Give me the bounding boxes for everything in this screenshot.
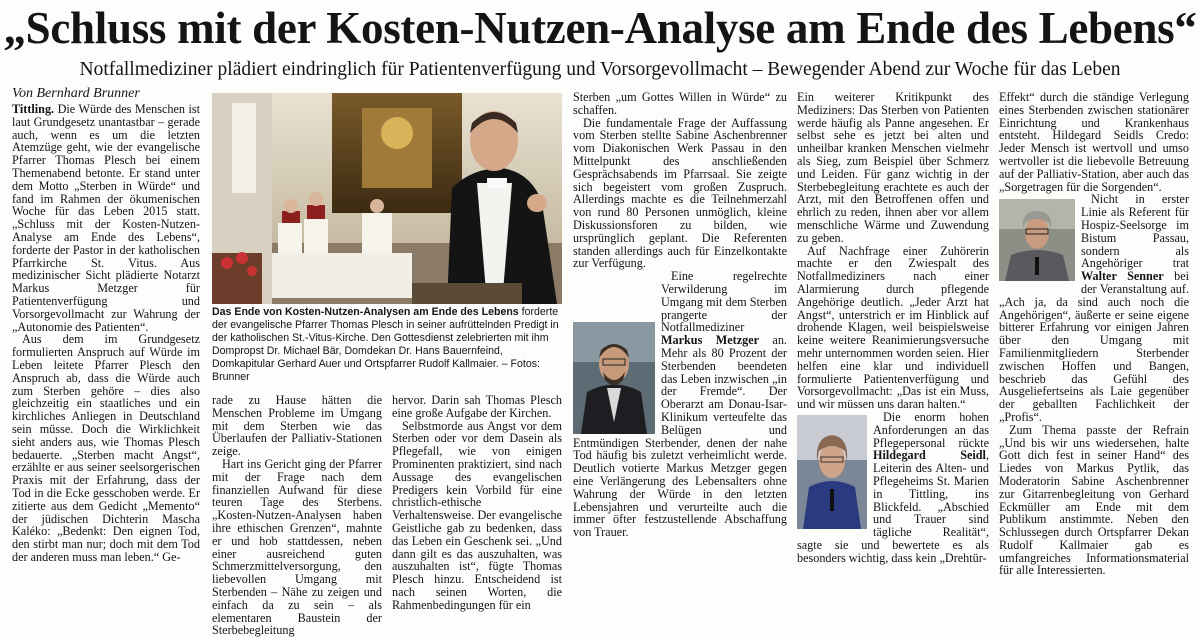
subheadline: Notfallmediziner plädiert eindringlich für Patientenverfügung und Vorsorgevollmacht – Bewegender Abend zur Woche für das Leben (79, 59, 1121, 80)
paragraph-text: an. Mehr als 80 Prozent der Sterbenden beendeten das Leben inzwischen „in der Fremde“. Der Oberarzt am Donau-Isar-Klinikum verteufelte das Belügen und Entmündigen Sterbender, denen der nahe Tod häufig bis zuletzt verheimlicht werde. Deutlich votierte Markus Metzger gegen eine Verlängerung des Lebensalters ohne Wahrung der Würde in den letzten Lebensjahren und verurteilte auch die immer öfter festzustellende Abschaffung von Trauer. (573, 333, 787, 540)
paragraph: Selbstmorde aus Angst vor dem Sterben oder vor dem Dasein als Pflegefall, wie von einigen Prominenten praktiziert, sind nach Aussage des evangelischen Predigers kein Vorbild für eine christlich-ethische Verhaltensweise. Der evangelische Geistliche gab zu bedenken, dass das Leben ein Geschenk sei. „Und dann gilt es das auszuhalten, was auszuhalten ist“, fügte Thomas Plesch hinzu. Entscheidend ist nach seinen Worten, die Rahmenbedingungen für ein (392, 418, 562, 612)
paragraph-text: bei der Veranstaltung auf. „Ach ja, da sind auch noch die Angehörigen“, äußerte er seine eigene bitterer Erfahrung vor einigen Jahren über den Umgang mit Familienmitgliedern Sterbender zwischen Hoffen und Bangen, beschrieb das Gefühl des Ausgeliefertseins als Laie gegenüber der geballten Fachlichkeit der „Profis“. (999, 269, 1190, 424)
paragraph: rade zu Hause hätten die Menschen Probleme im Umgang mit dem Sterben wie das Überlaufen der Palliativ-Stationen zeige. (212, 393, 382, 459)
article-column-5 (797, 91, 989, 608)
paragraph: Die fundamentale Frage der Auffassung vom Sterben stellte Sabine Aschenbrenner vom Diakonischen Werk Passau in den Mittelpunkt des anschließenden Gesprächsabends im Pfarrsaal. Sie zeigte sich begeistert vom großen Zuspruch. Allerdings machte es die Teilnehmerzahl von rund 80 Personen unmöglich, kleine Diskussionsforen zu bilden, wie ursprünglich geplant. Die Referenten standen allerdings auch für Einzelkontakte zur Verfügung. (573, 115, 787, 271)
caption-text: forderte der evangelische Pfarrer Thomas Plesch in seiner aufrüttelnden Predigt in der katholischen St.-Vitus-Kirche. Den Gottesdienst zelebrierten mit ihm Dompropst Dr. Michael Bär, Domdekan Dr. Hans Bauernfeind, Domkapitular Gerhard Auer und Ortspfarrer Rudolf Kallmaier. – Fotos: Brunner (212, 306, 559, 383)
article-column-4 (573, 91, 787, 608)
main-photo (212, 93, 562, 304)
church-service-photo (212, 93, 562, 304)
paragraph: Aus dem im Grundgesetz formulierten Anspruch auf Würde im Leben leitete Pfarrer Plesch den Anspruch ab, dass die Würde auch zum Sterben gehöre – dies also gleichzeitig ein staatliches und ein kirchliches Anliegen in Deutschland sein müsse. Doch die Wirklichkeit sieht anders aus, wie Thomas Plesch bedauerte. „Sterben macht Angst“, erzählte er aus seiner seelsorgerischen Praxis mit der Erfahrung, dass der Tod in die Ecke gesschoben werde. Er zitierte aus dem Gedicht „Memento“ der jüdischen Dichterin Mascha Kaléko: „Bedenkt: Den eignen Tod, den stirbt man nur; doch mit dem Tod der anderen muss man leben.“ Ge- (12, 332, 200, 564)
paragraph-text: Eine regelrechte Verwilderung im Umgang mit dem Sterben prangerte der Notfallmediziner (661, 269, 787, 335)
byline: Von Bernhard Brunner (12, 86, 140, 101)
paragraph (12, 103, 200, 333)
portrait-photo-walter-senner (999, 199, 1075, 281)
paragraph: Sterben „um Gottes Willen in Würde“ zu schaffen. (573, 90, 787, 117)
paragraph: Ein weiterer Kritikpunkt des Mediziners: Das Sterben von Patienten werde häufig als Panne angesehen. Er selbst sehe es jetzt bei alten und unheilbar kranken Menschen vielmehr als Sieg, zum Beispiel über Schmerz und Leiden. Für ganz wichtig in der Sterbebegleitung erachtete es auch der Arzt, mit den Betroffenen offen und ehrlich zu reden, ihnen aber vor allem menschliche Wärme und Zuwendung zu geben. (797, 90, 989, 245)
name-hildegard-seidl: Hildegard Seidl (873, 448, 986, 463)
paragraph: Effekt“ durch die ständige Verlegung eines Sterbenden zwischen stationärer Einrichtung und Krankenhaus entsteht. Hildegard Seidls Credo: Jeder Mensch ist wertvoll und umso wertvoller ist die liebevolle Betreuung auf der Palliativ-Station, aber auch das „Sorgetragen für die Sorgenden“. (999, 90, 1189, 194)
paragraph-text: Die enorm hohen Anforderungen an das Pflegepersonal rückte (873, 409, 989, 450)
article-column-3 (392, 393, 562, 612)
paragraph-text: Nicht in erster Linie als Referent für Hospiz-Seelsorge im Bistum Passau, sondern als Angehöriger trat (1081, 192, 1189, 271)
paragraph-text: , Leiterin des Alten- und Pflegeheims St. Marien in Tittling, ins Blickfeld. „Abschied und Trauer sind tägliche Realität“, sagte sie und bewertete es als besonders wichtig, dass kein „Drehtür- (797, 448, 989, 565)
paragraph: Hart ins Gericht ging der Pfarrer mit der Frage nach dem finanziellen Aufwand für diese teuren Tage des Sterbens. „Kosten-Nutzen-Analysen haben ihre ethischen Grenzen“, mahnte er und hob stattdessen, neben einer ausreichend guten Schmerzmittelversorgung, den liebevollen Umgang mit Sterbenden – Nähe zu zeigen und einfach da zu sein – als elementaren Baustein der Sterbebegleitung (212, 456, 382, 637)
portrait-photo-markus-metzger (573, 322, 655, 434)
article-column-1 (12, 103, 200, 608)
name-walter-senner: Walter Senner (1081, 269, 1164, 284)
paragraph: hervor. Darin sah Thomas Plesch eine große Aufgabe der Kirchen. (392, 393, 562, 420)
dateline: Tittling. (12, 102, 55, 116)
article-column-6 (999, 91, 1189, 608)
article-column-2 (212, 393, 382, 637)
portrait-photo-hildegard-seidl (797, 415, 867, 529)
paragraph: Auf Nachfrage einer Zuhörerin machte er den Zwiespalt des Notfallmediziners nach einer Alarmierung durch pflegende Angehörige deutlich. „Jeder Arzt hat Angst“, unterstrich er im Hinblick auf drohende Klagen, weil beispielsweise keine weitere Reanimierungsversuche mehr unternommen worden seien. Hier helfen eine klar und individuell formulierte Patientenverfügung und Vorsorgevollmacht: „Das ist ein Muss, und wir müssen uns daran halten.“ (797, 243, 989, 412)
paragraph: Zum Thema passte der Refrain „Und bis wir uns wiedersehen, halte Gott dich fest in seiner Hand“ des Liedes von Markus Pytlik, das Moderatorin Sabine Aschenbrenner zur Gitarrenbegleitung von Gerhard Eckmüller am Ende mit dem Publikum anstimmte. Neben den Schlussegen durch Ortspfarrer Dekan Rudolf Kallmaier gab es umfangreiches Informationsmaterial für alle Interessierten. (999, 422, 1189, 578)
photo-caption (212, 306, 562, 384)
headline: „Schluss mit der Kosten-Nutzen-Analyse am Ende des Lebens“ (3, 3, 1197, 53)
paragraph-text: Die Würde des Menschen ist laut Grundgesetz unantastbar – gerade auch, wenn es um die letzten Atemzüge geht, wie der evangelische Pfarrer Thomas Plesch bei einem Themenabend betonte. Er stand unter dem Motto „Sterben in Würde“ und fand im Rahmen der ökumenischen Woche für das Leben 2015 statt. „Schluss mit der Kosten-Nutzen-Analyse am Ende des Lebens“, forderte der Pastor in der katholischen Pfarrkirche St. Vitus. Aus medizinischer Sicht plädierte Notarzt Markus Metzger für Patientenverfügung und Vorsorgevollmacht zur Wahrung der „Autonomie des Patienten“. (12, 102, 200, 334)
caption-lead: Das Ende von Kosten-Nutzen-Analysen am Ende des Lebens (212, 306, 519, 318)
name-markus-metzger: Markus Metzger (661, 333, 760, 348)
